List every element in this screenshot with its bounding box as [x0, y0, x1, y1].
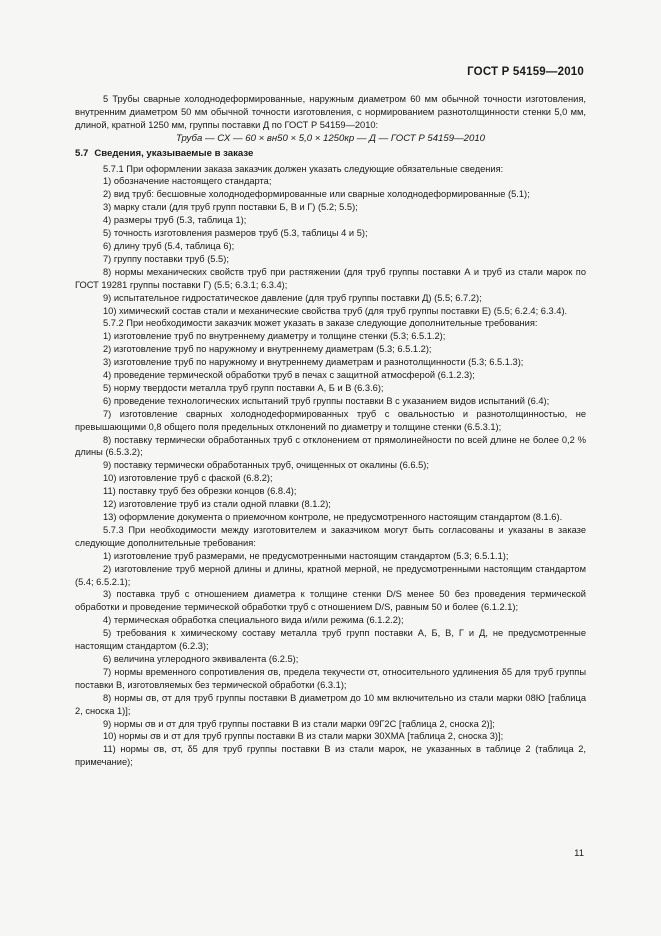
list-item: 9) нормы σв и σт для труб группы поставки В из стали марки 09Г2С [таблица 2, сноска 2)]; — [103, 718, 495, 729]
list-item: 6) длину труб (5.4, таблица 6); — [103, 240, 235, 251]
list-item: 2) изготовление труб по наружному и внутреннему диаметрам (5.3; 6.5.1.2); — [103, 344, 432, 355]
list-item: 1) изготовление труб размерами, не предусмотренными настоящим стандартом (5.3; 6.5.1.1); — [103, 550, 509, 561]
list-item: 10) нормы σв и σт для труб группы поставки В из стали марки 30ХМА [таблица 2, сноска 3)]; — [103, 731, 504, 742]
clause-5-7-1-intro: 5.7.1 При оформлении заказа заказчик должен указать следующие обязательные сведения: — [103, 163, 504, 174]
list-item: 6) величина углеродного эквивалента (6.2.5); — [103, 653, 299, 664]
page-number: 11 — [574, 848, 584, 859]
list-item: 5) требования к химическому составу металла труб групп поставки А, Б, В, Г и Д, не предусмотренные настоящим стандартом (6.2.3); — [75, 628, 586, 652]
section-number: 5.7 — [75, 147, 89, 159]
list-item: 3) изготовление труб по наружному и внутреннему диаметрам и разнотолщинности (5.3; 6.5.1.3); — [103, 357, 524, 368]
list-item: 1) обозначение настоящего стандарта; — [103, 176, 272, 187]
list-item: 4) термическая обработка специального вида и/или режима (6.1.2.2); — [103, 615, 404, 626]
list-item: 6) проведение технологических испытаний труб группы поставки В с указанием видов испытаний (6.4); — [103, 395, 550, 406]
list-item: 7) изготовление сварных холоднодеформированных труб с овальностью и разнотолщинностью, не превышающими 0,8 общего поля предельных отклонений по диаметру и толщине стенки (6.5.3.1); — [75, 408, 586, 432]
section-title: Сведения, указываемые в заказе — [94, 147, 254, 159]
list-item: 11) нормы σв, σт, δ5 для труб группы поставки В из стали марок, не указанных в таблице 2 (таблица 2, примечание); — [75, 744, 586, 768]
list-item: 10) химический состав стали и механические свойства труб (для труб группы поставки Е) (5.5; 6.2.4; 6.3.4). — [103, 305, 568, 316]
list-item: 5) точность изготовления размеров труб (5.3, таблицы 4 и 5); — [103, 228, 368, 239]
page-content — [75, 93, 586, 769]
list-item: 8) нормы σв, σт для труб группы поставки В диаметром до 10 мм включительно из стали марки 08Ю [таблица 2, сноска 1)]; — [75, 692, 586, 716]
list-item: 2) изготовление труб мерной длины и длины, кратной мерной, не предусмотренными настоящим стандартом (5.4; 6.5.2.1); — [75, 563, 586, 587]
clause-5-7-2-list — [75, 330, 586, 524]
list-item: 2) вид труб: бесшовные холоднодеформированные или сварные холоднодеформированные (5.1); — [103, 189, 530, 200]
clause-5-7-3-intro: 5.7.3 При необходимости между изготовителем и заказчиком могут быть согласованы и указаны в заказе следующие дополнительные требования: — [75, 524, 586, 548]
list-item: 9) поставку термически обработанных труб, очищенных от окалины (6.6.5); — [103, 460, 429, 471]
designation-formula: Труба — СХ — 60 × вн50 × 5,0 × 1250кр — Д — ГОСТ Р 54159—2010 — [175, 132, 486, 144]
list-item: 9) испытательное гидростатическое давление (для труб группы поставки Д) (5.5; 6.7.2); — [103, 292, 482, 303]
page-header: ГОСТ Р 54159—2010 — [467, 66, 584, 78]
list-item: 8) нормы механических свойств труб при растяжении (для труб группы поставки А и труб из стали марок по ГОСТ 19281 группы поставки Г) (5.5; 6.3.1; 6.3.4); — [75, 266, 586, 290]
example-paragraph: 5 Трубы сварные холоднодеформированные, наружным диаметром 60 мм обычной точности изготовления, внутренним диаметром 50 мм обычной точности изготовления, с нормированием разнотолщинности стенки 5,0 мм, длиной, кратной 1250 мм, группы поставки Д по ГОСТ Р 54159—2010: — [75, 94, 586, 130]
list-item: 3) марку стали (для труб групп поставки Б, В и Г) (5.2; 5.5); — [103, 202, 358, 213]
section-heading — [75, 148, 586, 161]
list-item: 3) поставка труб с отношением диаметра к толщине стенки D/S менее 50 без проведения термической обработки и проведение термической обработки труб с отношением D/S, равным 50 и более (6.1.2.1); — [75, 589, 586, 613]
list-item: 11) поставку труб без обрезки концов (6.8.4); — [103, 486, 297, 497]
list-item: 8) поставку термически обработанных труб с отклонением от прямолинейности по всей длине не более 0,2 % длины (6.5.3.2); — [75, 434, 586, 458]
list-item: 10) изготовление труб с фаской (6.8.2); — [103, 473, 273, 484]
clause-5-7-3-list — [75, 550, 586, 769]
list-item: 4) проведение термической обработки труб в печах с защитной атмосферой (6.1.2.3); — [103, 370, 475, 381]
list-item: 12) изготовление труб из стали одной плавки (8.1.2); — [103, 499, 331, 510]
clause-5-7-2-intro: 5.7.2 При необходимости заказчик может указать в заказе следующие дополнительные требования: — [103, 318, 538, 329]
list-item: 13) оформление документа о приемочном контроле, не предусмотренного настоящим стандартом (8.1.6). — [103, 512, 563, 522]
clause-5-7-1-list — [75, 175, 586, 317]
list-item: 7) группу поставки труб (5.5); — [103, 253, 229, 264]
list-item: 1) изготовление труб по внутреннему диаметру и толщине стенки (5.3; 6.5.1.2); — [103, 331, 446, 342]
list-item: 5) норму твердости металла труб групп поставки А, Б и В (6.3.6); — [103, 382, 384, 393]
list-item: 7) нормы временного сопротивления σв, предела текучести σт, относительного удлинения δ5 для труб группы поставки В, изготовляемых без термической обработки (6.3.1); — [75, 666, 586, 690]
list-item: 4) размеры труб (5.3, таблица 1); — [103, 215, 247, 226]
